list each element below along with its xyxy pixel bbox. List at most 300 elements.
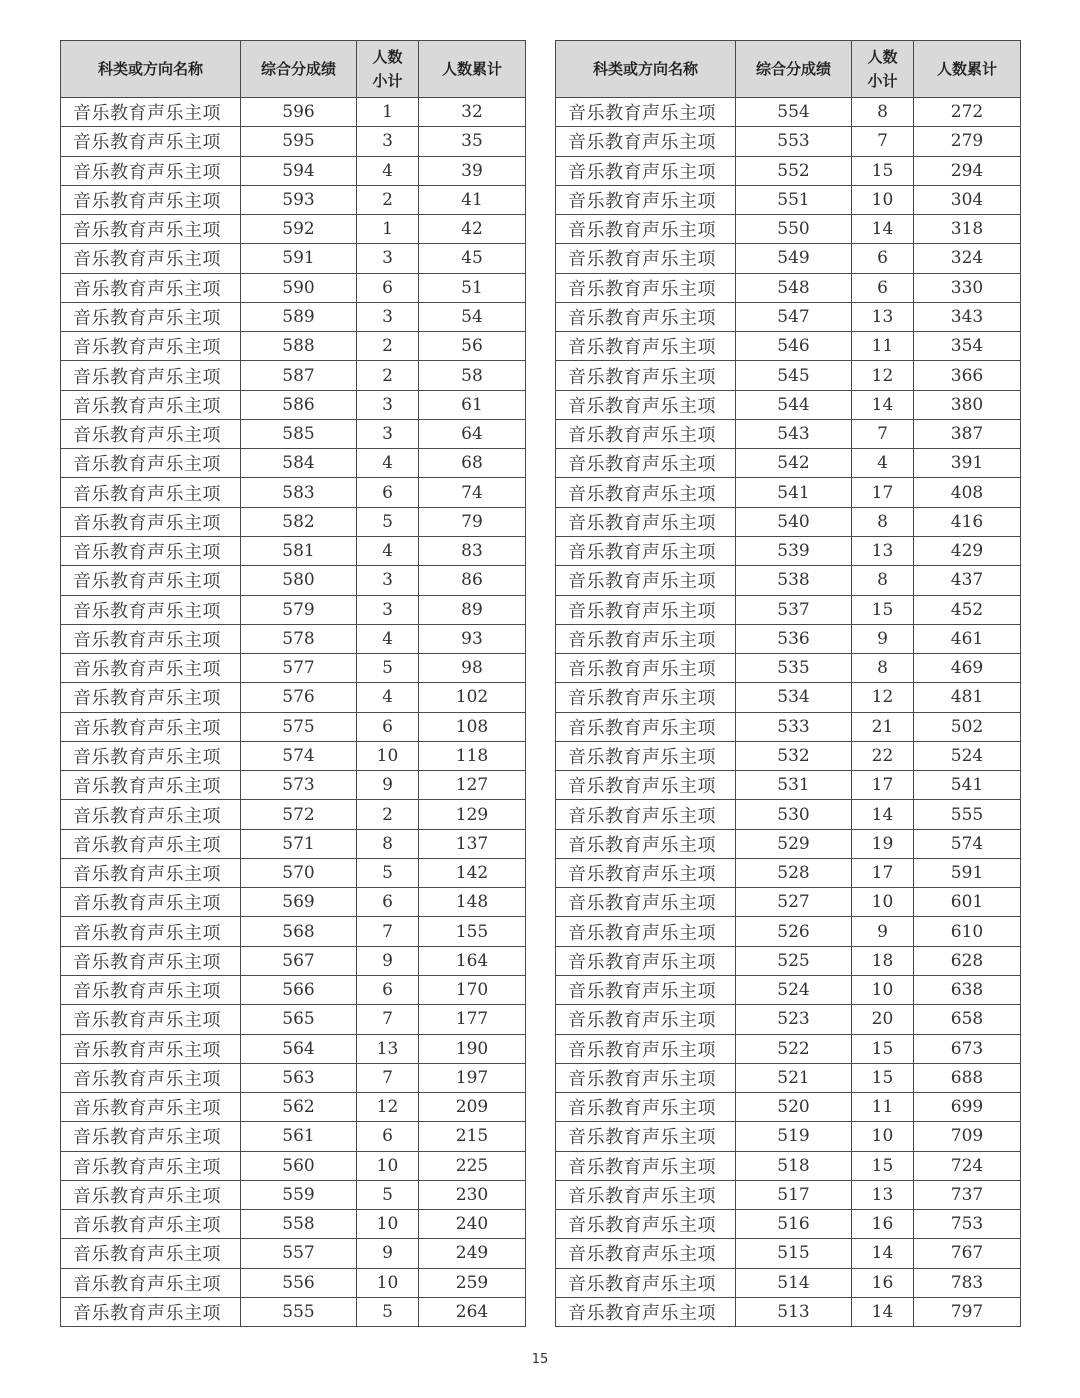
- cell-name: 音乐教育声乐主项: [556, 1297, 736, 1326]
- cell-name: 音乐教育声乐主项: [61, 1268, 241, 1297]
- cell-count: 9: [852, 624, 914, 653]
- cell-count: 13: [852, 302, 914, 331]
- cell-score: 555: [241, 1297, 357, 1326]
- cell-count: 2: [357, 361, 419, 390]
- cell-name: 音乐教育声乐主项: [61, 449, 241, 478]
- table-row: [556, 1151, 1021, 1180]
- cell-count: 14: [852, 215, 914, 244]
- cell-cumulative: 155: [419, 917, 526, 946]
- cell-name: 音乐教育声乐主项: [556, 654, 736, 683]
- cell-count: 13: [357, 1034, 419, 1063]
- cell-name: 音乐教育声乐主项: [556, 858, 736, 887]
- cell-score: 567: [241, 946, 357, 975]
- cell-cumulative: 272: [914, 98, 1021, 127]
- cell-cumulative: 230: [419, 1180, 526, 1209]
- cell-name: 音乐教育声乐主项: [556, 390, 736, 419]
- table-row: [556, 419, 1021, 448]
- cell-score: 562: [241, 1093, 357, 1122]
- table-row: [556, 98, 1021, 127]
- cell-score: 519: [736, 1122, 852, 1151]
- cell-name: 音乐教育声乐主项: [556, 946, 736, 975]
- cell-score: 526: [736, 917, 852, 946]
- table-row: [61, 332, 526, 361]
- cell-count: 11: [852, 332, 914, 361]
- cell-score: 583: [241, 478, 357, 507]
- table-row: [61, 654, 526, 683]
- cell-cumulative: 724: [914, 1151, 1021, 1180]
- cell-count: 5: [357, 507, 419, 536]
- table-row: [61, 1268, 526, 1297]
- cell-score: 547: [736, 302, 852, 331]
- cell-score: 549: [736, 244, 852, 273]
- cell-cumulative: 387: [914, 419, 1021, 448]
- cell-name: 音乐教育声乐主项: [61, 273, 241, 302]
- cell-score: 588: [241, 332, 357, 361]
- cell-count: 17: [852, 771, 914, 800]
- table-row: [556, 1093, 1021, 1122]
- table-row: [556, 1268, 1021, 1297]
- cell-name: 音乐教育声乐主项: [61, 917, 241, 946]
- table-row: [556, 800, 1021, 829]
- cell-count: 8: [852, 507, 914, 536]
- header-name: 科类或方向名称: [556, 41, 736, 98]
- cell-cumulative: 737: [914, 1180, 1021, 1209]
- header-cumulative: 人数累计: [419, 41, 526, 98]
- cell-name: 音乐教育声乐主项: [556, 566, 736, 595]
- cell-count: 4: [357, 449, 419, 478]
- cell-cumulative: 318: [914, 215, 1021, 244]
- cell-name: 音乐教育声乐主项: [556, 185, 736, 214]
- table-row: [556, 946, 1021, 975]
- cell-name: 音乐教育声乐主项: [61, 683, 241, 712]
- table-row: [61, 741, 526, 770]
- cell-score: 593: [241, 185, 357, 214]
- cell-count: 15: [852, 1063, 914, 1092]
- cell-score: 590: [241, 273, 357, 302]
- table-row: [61, 946, 526, 975]
- cell-cumulative: 380: [914, 390, 1021, 419]
- cell-cumulative: 89: [419, 595, 526, 624]
- cell-score: 539: [736, 536, 852, 565]
- cell-count: 8: [852, 98, 914, 127]
- cell-count: 5: [357, 654, 419, 683]
- cell-cumulative: 709: [914, 1122, 1021, 1151]
- cell-cumulative: 45: [419, 244, 526, 273]
- cell-score: 515: [736, 1239, 852, 1268]
- table-row: [61, 888, 526, 917]
- cell-cumulative: 574: [914, 829, 1021, 858]
- cell-score: 566: [241, 975, 357, 1004]
- table-row: [556, 1063, 1021, 1092]
- cell-cumulative: 129: [419, 800, 526, 829]
- cell-cumulative: 437: [914, 566, 1021, 595]
- header-name: 科类或方向名称: [61, 41, 241, 98]
- cell-count: 5: [357, 858, 419, 887]
- cell-score: 585: [241, 419, 357, 448]
- cell-cumulative: 330: [914, 273, 1021, 302]
- cell-cumulative: 294: [914, 156, 1021, 185]
- cell-score: 575: [241, 712, 357, 741]
- cell-name: 音乐教育声乐主项: [61, 98, 241, 127]
- cell-name: 音乐教育声乐主项: [61, 1180, 241, 1209]
- cell-cumulative: 264: [419, 1297, 526, 1326]
- table-row: [61, 917, 526, 946]
- cell-cumulative: 83: [419, 536, 526, 565]
- cell-score: 569: [241, 888, 357, 917]
- cell-count: 7: [357, 1063, 419, 1092]
- cell-count: 14: [852, 1297, 914, 1326]
- cell-cumulative: 408: [914, 478, 1021, 507]
- cell-cumulative: 601: [914, 888, 1021, 917]
- table-row: [61, 800, 526, 829]
- table-row: [61, 1180, 526, 1209]
- cell-cumulative: 481: [914, 683, 1021, 712]
- table-row: [61, 449, 526, 478]
- cell-count: 12: [852, 361, 914, 390]
- table-row: [556, 624, 1021, 653]
- cell-count: 3: [357, 302, 419, 331]
- cell-cumulative: 86: [419, 566, 526, 595]
- cell-cumulative: 502: [914, 712, 1021, 741]
- cell-score: 594: [241, 156, 357, 185]
- cell-count: 4: [357, 536, 419, 565]
- cell-score: 551: [736, 185, 852, 214]
- cell-score: 560: [241, 1151, 357, 1180]
- cell-name: 音乐教育声乐主项: [556, 1268, 736, 1297]
- cell-score: 552: [736, 156, 852, 185]
- cell-count: 22: [852, 741, 914, 770]
- cell-name: 音乐教育声乐主项: [61, 1122, 241, 1151]
- cell-count: 10: [852, 185, 914, 214]
- table-row: [556, 1297, 1021, 1326]
- cell-score: 586: [241, 390, 357, 419]
- cell-score: 553: [736, 127, 852, 156]
- cell-count: 6: [357, 712, 419, 741]
- cell-count: 2: [357, 185, 419, 214]
- cell-count: 7: [357, 917, 419, 946]
- table-row: [61, 273, 526, 302]
- cell-count: 10: [357, 1268, 419, 1297]
- table-row: [556, 1210, 1021, 1239]
- cell-count: 6: [357, 273, 419, 302]
- table-row: [61, 829, 526, 858]
- cell-score: 589: [241, 302, 357, 331]
- cell-score: 525: [736, 946, 852, 975]
- cell-count: 6: [357, 1122, 419, 1151]
- cell-cumulative: 41: [419, 185, 526, 214]
- cell-score: 595: [241, 127, 357, 156]
- cell-name: 音乐教育声乐主项: [556, 419, 736, 448]
- cell-name: 音乐教育声乐主项: [556, 975, 736, 1004]
- header-score: 综合分成绩: [241, 41, 357, 98]
- cell-cumulative: 93: [419, 624, 526, 653]
- cell-cumulative: 259: [419, 1268, 526, 1297]
- table-row: [61, 683, 526, 712]
- cell-cumulative: 343: [914, 302, 1021, 331]
- cell-count: 7: [357, 1005, 419, 1034]
- cell-cumulative: 164: [419, 946, 526, 975]
- cell-cumulative: 699: [914, 1093, 1021, 1122]
- cell-name: 音乐教育声乐主项: [61, 127, 241, 156]
- cell-name: 音乐教育声乐主项: [61, 215, 241, 244]
- cell-score: 537: [736, 595, 852, 624]
- cell-cumulative: 461: [914, 624, 1021, 653]
- cell-cumulative: 591: [914, 858, 1021, 887]
- header-count-line1: 人数: [867, 48, 898, 66]
- cell-score: 534: [736, 683, 852, 712]
- table-row: [556, 361, 1021, 390]
- cell-count: 8: [357, 829, 419, 858]
- cell-count: 6: [357, 888, 419, 917]
- table-row: [61, 1005, 526, 1034]
- cell-name: 音乐教育声乐主项: [61, 507, 241, 536]
- cell-score: 572: [241, 800, 357, 829]
- cell-count: 10: [357, 741, 419, 770]
- cell-count: 12: [852, 683, 914, 712]
- cell-cumulative: 56: [419, 332, 526, 361]
- cell-score: 535: [736, 654, 852, 683]
- cell-name: 音乐教育声乐主项: [61, 741, 241, 770]
- header-count: [852, 41, 914, 98]
- cell-score: 532: [736, 741, 852, 770]
- cell-score: 554: [736, 98, 852, 127]
- cell-name: 音乐教育声乐主项: [556, 624, 736, 653]
- cell-count: 10: [852, 1122, 914, 1151]
- cell-count: 20: [852, 1005, 914, 1034]
- table-row: [61, 975, 526, 1004]
- cell-score: 596: [241, 98, 357, 127]
- cell-cumulative: 61: [419, 390, 526, 419]
- cell-name: 音乐教育声乐主项: [61, 800, 241, 829]
- cell-score: 591: [241, 244, 357, 273]
- cell-cumulative: 555: [914, 800, 1021, 829]
- table-row: [61, 771, 526, 800]
- cell-count: 13: [852, 1180, 914, 1209]
- cell-name: 音乐教育声乐主项: [556, 273, 736, 302]
- cell-score: 559: [241, 1180, 357, 1209]
- cell-cumulative: 240: [419, 1210, 526, 1239]
- cell-count: 15: [852, 1151, 914, 1180]
- table-row: [61, 536, 526, 565]
- cell-score: 581: [241, 536, 357, 565]
- cell-name: 音乐教育声乐主项: [61, 478, 241, 507]
- cell-count: 9: [357, 946, 419, 975]
- cell-count: 3: [357, 390, 419, 419]
- cell-name: 音乐教育声乐主项: [61, 1210, 241, 1239]
- cell-cumulative: 429: [914, 536, 1021, 565]
- cell-cumulative: 452: [914, 595, 1021, 624]
- cell-count: 9: [852, 917, 914, 946]
- cell-count: 5: [357, 1180, 419, 1209]
- table-row: [556, 478, 1021, 507]
- cell-count: 3: [357, 566, 419, 595]
- cell-count: 11: [852, 1093, 914, 1122]
- cell-name: 音乐教育声乐主项: [556, 741, 736, 770]
- cell-count: 6: [357, 478, 419, 507]
- cell-name: 音乐教育声乐主项: [556, 361, 736, 390]
- cell-count: 3: [357, 419, 419, 448]
- cell-score: 527: [736, 888, 852, 917]
- table-row: [556, 683, 1021, 712]
- cell-score: 557: [241, 1239, 357, 1268]
- table-row: [556, 536, 1021, 565]
- cell-cumulative: 673: [914, 1034, 1021, 1063]
- cell-score: 516: [736, 1210, 852, 1239]
- cell-score: 536: [736, 624, 852, 653]
- cell-score: 520: [736, 1093, 852, 1122]
- cell-cumulative: 354: [914, 332, 1021, 361]
- table-row: [556, 244, 1021, 273]
- cell-cumulative: 39: [419, 156, 526, 185]
- table-header-row: [556, 41, 1021, 98]
- table-row: [61, 215, 526, 244]
- cell-name: 音乐教育声乐主项: [556, 449, 736, 478]
- table-row: [61, 156, 526, 185]
- table-row: [61, 566, 526, 595]
- cell-cumulative: 767: [914, 1239, 1021, 1268]
- cell-cumulative: 209: [419, 1093, 526, 1122]
- cell-score: 531: [736, 771, 852, 800]
- cell-name: 音乐教育声乐主项: [61, 1063, 241, 1092]
- cell-cumulative: 108: [419, 712, 526, 741]
- cell-score: 564: [241, 1034, 357, 1063]
- table-row: [61, 361, 526, 390]
- table-row: [556, 390, 1021, 419]
- cell-name: 音乐教育声乐主项: [61, 1093, 241, 1122]
- cell-score: 546: [736, 332, 852, 361]
- cell-score: 579: [241, 595, 357, 624]
- cell-name: 音乐教育声乐主项: [61, 654, 241, 683]
- cell-name: 音乐教育声乐主项: [556, 1005, 736, 1034]
- table-row: [556, 185, 1021, 214]
- cell-name: 音乐教育声乐主项: [556, 302, 736, 331]
- table-row: [61, 478, 526, 507]
- table-row: [556, 741, 1021, 770]
- cell-count: 1: [357, 98, 419, 127]
- cell-name: 音乐教育声乐主项: [61, 712, 241, 741]
- table-row: [61, 390, 526, 419]
- cell-cumulative: 753: [914, 1210, 1021, 1239]
- cell-count: 4: [357, 683, 419, 712]
- cell-cumulative: 416: [914, 507, 1021, 536]
- cell-name: 音乐教育声乐主项: [556, 98, 736, 127]
- cell-name: 音乐教育声乐主项: [556, 1151, 736, 1180]
- cell-score: 571: [241, 829, 357, 858]
- cell-score: 563: [241, 1063, 357, 1092]
- cell-cumulative: 58: [419, 361, 526, 390]
- cell-name: 音乐教育声乐主项: [61, 566, 241, 595]
- cell-name: 音乐教育声乐主项: [556, 712, 736, 741]
- table-body-right: [556, 98, 1021, 1327]
- cell-name: 音乐教育声乐主项: [61, 361, 241, 390]
- cell-name: 音乐教育声乐主项: [556, 244, 736, 273]
- table-row: [61, 1122, 526, 1151]
- cell-cumulative: 688: [914, 1063, 1021, 1092]
- table-row: [61, 302, 526, 331]
- cell-count: 17: [852, 858, 914, 887]
- cell-name: 音乐教育声乐主项: [61, 419, 241, 448]
- cell-count: 6: [852, 273, 914, 302]
- table-row: [556, 771, 1021, 800]
- cell-cumulative: 102: [419, 683, 526, 712]
- cell-cumulative: 127: [419, 771, 526, 800]
- table-row: [61, 1210, 526, 1239]
- table-row: [61, 244, 526, 273]
- cell-count: 3: [357, 244, 419, 273]
- cell-count: 9: [357, 1239, 419, 1268]
- cell-cumulative: 197: [419, 1063, 526, 1092]
- cell-name: 音乐教育声乐主项: [556, 917, 736, 946]
- cell-count: 14: [852, 800, 914, 829]
- cell-name: 音乐教育声乐主项: [556, 536, 736, 565]
- cell-score: 514: [736, 1268, 852, 1297]
- cell-name: 音乐教育声乐主项: [556, 1093, 736, 1122]
- cell-name: 音乐教育声乐主项: [61, 888, 241, 917]
- header-count: [357, 41, 419, 98]
- cell-count: 10: [357, 1210, 419, 1239]
- table-row: [556, 1239, 1021, 1268]
- cell-count: 19: [852, 829, 914, 858]
- table-row: [61, 712, 526, 741]
- table-row: [61, 595, 526, 624]
- cell-count: 21: [852, 712, 914, 741]
- header-count-line2: 小计: [372, 72, 403, 90]
- cell-count: 15: [852, 1034, 914, 1063]
- cell-name: 音乐教育声乐主项: [61, 595, 241, 624]
- table-row: [556, 888, 1021, 917]
- cell-cumulative: 391: [914, 449, 1021, 478]
- table-row: [61, 1034, 526, 1063]
- table-row: [556, 975, 1021, 1004]
- cell-name: 音乐教育声乐主项: [556, 829, 736, 858]
- cell-name: 音乐教育声乐主项: [61, 858, 241, 887]
- cell-count: 2: [357, 332, 419, 361]
- cell-score: 556: [241, 1268, 357, 1297]
- cell-cumulative: 51: [419, 273, 526, 302]
- cell-count: 14: [852, 1239, 914, 1268]
- cell-name: 音乐教育声乐主项: [61, 829, 241, 858]
- cell-count: 14: [852, 390, 914, 419]
- cell-score: 558: [241, 1210, 357, 1239]
- cell-count: 6: [852, 244, 914, 273]
- cell-score: 542: [736, 449, 852, 478]
- table-row: [61, 419, 526, 448]
- cell-name: 音乐教育声乐主项: [556, 478, 736, 507]
- cell-cumulative: 610: [914, 917, 1021, 946]
- table-row: [556, 127, 1021, 156]
- cell-count: 4: [852, 449, 914, 478]
- cell-score: 513: [736, 1297, 852, 1326]
- cell-score: 578: [241, 624, 357, 653]
- cell-score: 541: [736, 478, 852, 507]
- table-row: [61, 98, 526, 127]
- cell-cumulative: 68: [419, 449, 526, 478]
- cell-count: 3: [357, 127, 419, 156]
- cell-name: 音乐教育声乐主项: [61, 390, 241, 419]
- cell-cumulative: 469: [914, 654, 1021, 683]
- cell-cumulative: 215: [419, 1122, 526, 1151]
- table-row: [556, 829, 1021, 858]
- cell-score: 592: [241, 215, 357, 244]
- cell-count: 9: [357, 771, 419, 800]
- cell-cumulative: 279: [914, 127, 1021, 156]
- cell-cumulative: 54: [419, 302, 526, 331]
- cell-score: 533: [736, 712, 852, 741]
- cell-cumulative: 118: [419, 741, 526, 770]
- cell-count: 17: [852, 478, 914, 507]
- cell-name: 音乐教育声乐主项: [556, 1239, 736, 1268]
- cell-score: 574: [241, 741, 357, 770]
